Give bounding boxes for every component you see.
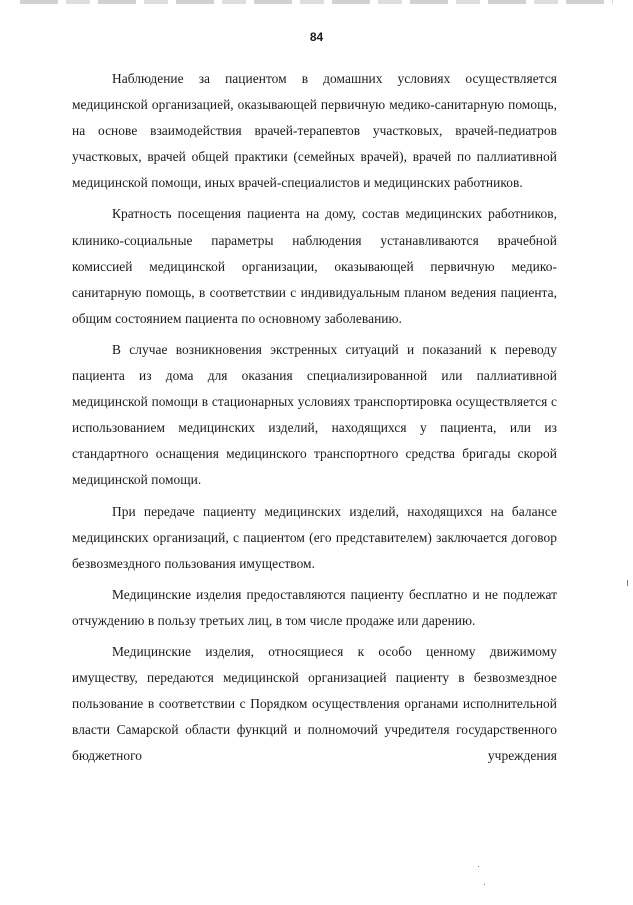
scan-speck [484,884,485,885]
paragraph-visit-frequency: Кратность посещения пациента на дому, состав медицинских работников, клинико-социальные параметры наблюдения устанавливаются врачебной комиссией медицинской организации, оказывающей первичную медико-санитарную помощь, в соответствии с индивидуальным планом ведения пациента, общим состоянием пациента по основному заболеванию. [72,206,557,326]
scan-top-edge [20,0,613,4]
document-body [72,66,557,774]
page-number: 84 [309,30,324,44]
paragraph-emergency-transport: В случае возникновения экстренных ситуаций и показаний к переводу пациента из дома для оказания специализированной или паллиативной медицинской помощи в стационарных условиях транспортировка осуществляется с использованием медицинских изделий, находящихся у пациента, или из стандартного оснащения медицинского транспортного средства бригады скорой медицинской помощи. [72,341,557,488]
paragraph-home-observation: Наблюдение за пациентом в домашних условиях осуществляется медицинской организацией, оказывающей первичную медико-санитарную помощь, на основе взаимодействия врачей-терапевтов участковых, врачей-педиатров участковых, врачей общей практики (семейных врачей), врачей по паллиативной медицинской помощи, иных врачей-специалистов и медицинских работников. [72,71,557,191]
scan-speck [478,866,479,867]
paragraph-free-provision: Медицинские изделия предоставляются пациенту бесплатно и не подлежат отчуждению в пользу третьих лиц, в том числе продаже или дарению. [72,586,557,628]
scan-speck [627,580,628,586]
paragraph-use-agreement: При передаче пациенту медицинских изделий, находящихся на балансе медицинских организаций, с пациентом (его представителем) заключается договор безвозмездного пользования имуществом. [72,503,557,571]
paragraph-valuable-property: Медицинские изделия, относящиеся к особо ценному движимому имуществу, передаются медицинской организацией пациенту в безвозмездное пользование в соответствии с Порядком осуществления органами исполнительной власти Самарской области функций и полномочий учредителя государственного бюджетного учреждения [72,643,557,764]
